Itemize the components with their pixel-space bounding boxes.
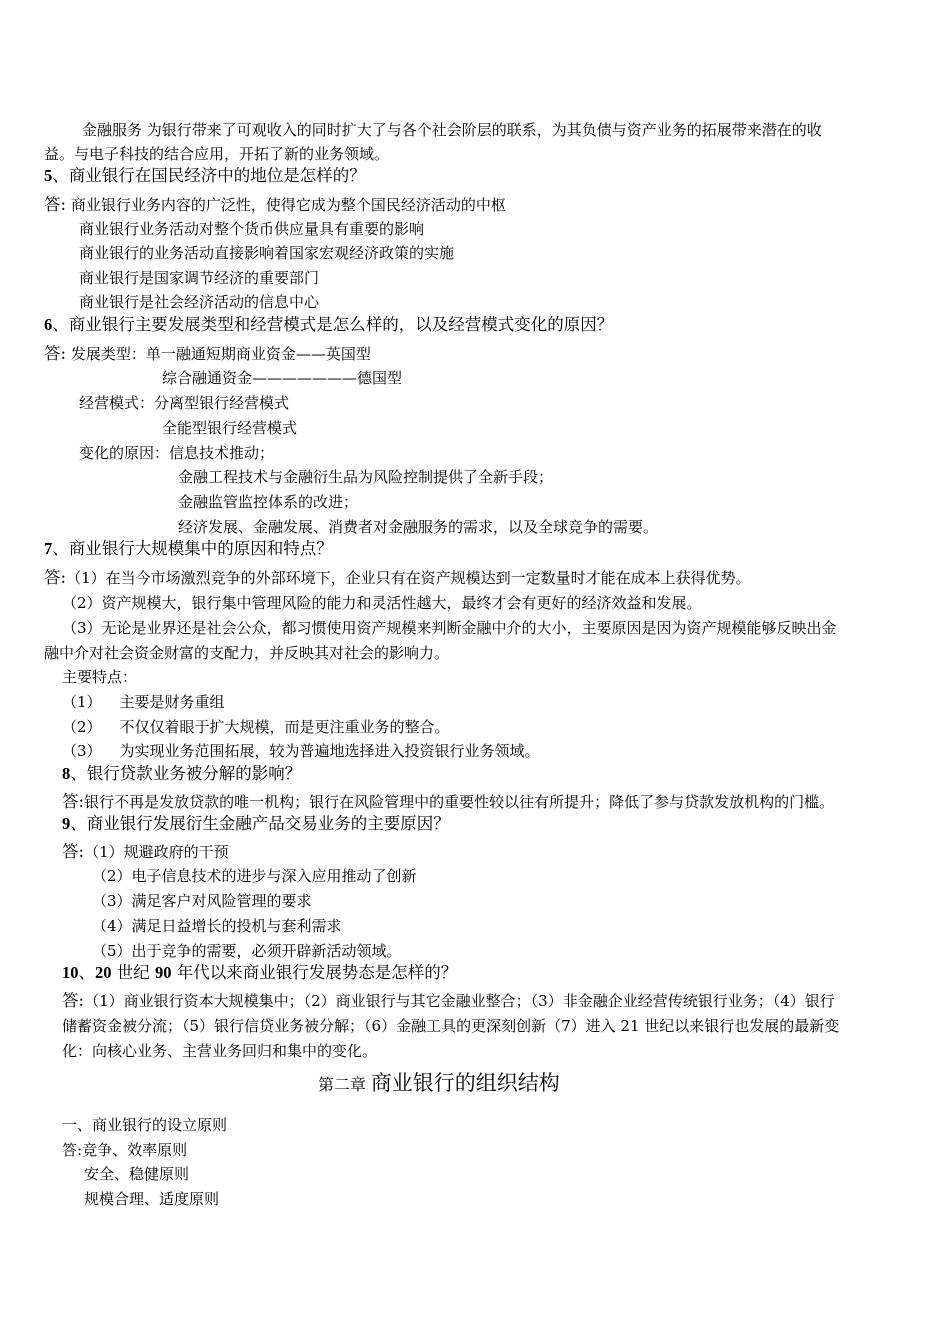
question-9-title: 、商业银行发展衍生金融产品交易业务的主要原因？ (70, 814, 450, 833)
answer-7-reason-2: （2）资产规模大，银行集中管理风险的能力和灵活性越大，最终才会有更好的经济效益和发展。 (62, 594, 702, 612)
answer-9-item: （1）规避政府的干预 (84, 843, 229, 861)
answer-label: 答: (44, 568, 67, 587)
answer-label: 答: (62, 792, 85, 811)
dev-type-label: 发展类型： (70, 345, 146, 363)
mode-item: 分离型银行经营模式 (154, 394, 290, 412)
question-10-heading (62, 962, 457, 984)
feature-number: （3） (62, 742, 102, 760)
chapter-title: 商业银行的组织结构 (370, 1071, 560, 1095)
dev-type-item: 单一融通短期商业资金——英国型 (145, 345, 371, 363)
answer-label: 答: (62, 1141, 83, 1159)
question-6-heading (44, 314, 613, 336)
feature-number: （1） (62, 693, 102, 711)
question-10-number: 10 (62, 963, 79, 982)
answer-5-item: 商业银行业务内容的广泛性，使得它成为整个国民经济活动的中枢 (70, 196, 506, 214)
reason-item: 信息技术推动； (169, 444, 275, 462)
section-heading: 一、商业银行的设立原则 (62, 1116, 228, 1134)
question-10-title: 20 (95, 963, 112, 982)
answer-5-item: 商业银行是社会经济活动的信息中心 (79, 293, 320, 311)
question-7-heading (44, 538, 333, 560)
dev-type-item: 综合融通资金———————德国型 (162, 369, 403, 387)
feature-text: 为实现业务范围拓展，较为普遍地选择进入投资银行业务领域。 (119, 742, 540, 760)
question-5-number: 5 (44, 166, 53, 185)
answer-8-text: 银行不再是发放贷款的唯一机构；银行在风险管理中的重要性较以往有所提升；降低了参与贷款发放机构的门槛。 (84, 793, 835, 811)
chapter-label: 第二章 (318, 1075, 367, 1094)
question-9-heading (62, 813, 450, 835)
principle-item: 规模合理、适度原则 (84, 1190, 220, 1208)
answer-8 (62, 792, 834, 812)
answer-7-reason-1 (44, 568, 751, 588)
intro-line-1: 金融服务 为银行带来了可观收入的同时扩大了与各个社会阶层的联系，为其负债与资产业务的拓展带来潜在的收 (82, 121, 822, 139)
answer-9-item: （2）电子信息技术的进步与深入应用推动了创新 (92, 867, 417, 885)
question-5-title: 、商业银行在国民经济中的地位是怎样的？ (52, 166, 366, 185)
features-label: 主要特点： (62, 668, 138, 686)
answer-6-mode (79, 393, 289, 413)
answer-7-reason-3a: （3）无论是业界还是社会公众，都习惯使用资产规模来判断金融中介的大小，主要原因是因为资产规模能够反映出金 (62, 619, 837, 637)
reason-item: 金融监管监控体系的改进； (178, 493, 359, 511)
answer-5 (44, 195, 506, 215)
answer-label: 答: (62, 991, 85, 1010)
answer-10-line-1 (62, 991, 835, 1011)
question-7-number: 7 (44, 539, 53, 558)
answer-6-dev (44, 344, 371, 364)
answer-9-item: （5）出于竞争的需要，必须开辟新活动领域。 (92, 942, 402, 960)
intro-line-2: 益。与电子科技的结合应用，开拓了新的业务领域。 (44, 145, 390, 163)
reason-label: 变化的原因： (79, 444, 170, 462)
principle-item: 竞争、效率原则 (82, 1141, 188, 1159)
answer-10-text: （1）商业银行资本大规模集中；（2）商业银行与其它金融业整合；（3）非金融企业经营传统银行业务；（4）银行 (84, 992, 835, 1010)
reason-item: 经济发展、金融发展、消费者对金融服务的需求，以及全球竞争的需要。 (178, 518, 659, 536)
answer-9-item: （4）满足日益增长的投机与套利需求 (92, 917, 342, 935)
question-8-heading (62, 763, 301, 785)
mode-label: 经营模式： (79, 394, 155, 412)
question-9-number: 9 (62, 814, 71, 833)
answer-10-line-3: 化：向核心业务、主营业务回归和集中的变化。 (62, 1042, 378, 1060)
feature-item (62, 741, 540, 761)
answer-10-line-2: 储蓄资金被分流；（5）银行信贷业务被分解；（6）金融工具的更深刻创新（7）进入 21 世纪以来银行也发展的最新变 (62, 1017, 840, 1035)
question-10-title: 、 (78, 963, 95, 982)
answer-label: 答: (44, 195, 67, 214)
answer-6-reason (79, 443, 274, 463)
mode-item: 全能型银行经营模式 (162, 419, 298, 437)
reason-text: （1）在当今市场激烈竞争的外部环境下，企业只有在资产规模达到一定数量时才能在成本上获得优势。 (66, 569, 751, 587)
question-10-title: 90 (155, 963, 172, 982)
question-10-title: 世纪 (111, 963, 155, 982)
answer-5-item: 商业银行业务活动对整个货币供应量具有重要的影响 (79, 220, 425, 238)
question-8-title: 、银行贷款业务被分解的影响？ (70, 764, 302, 783)
answer-9-item: （3）满足客户对风险管理的要求 (92, 892, 312, 910)
principle-item: 安全、稳健原则 (84, 1165, 190, 1183)
reason-item: 金融工程技术与金融衍生品为风险控制提供了全新手段； (178, 468, 554, 486)
answer-9 (62, 842, 229, 862)
question-6-number: 6 (44, 315, 53, 334)
question-7-title: 、商业银行大规模集中的原因和特点？ (52, 539, 333, 558)
section-answer (62, 1140, 187, 1160)
feature-text: 主要是财务重组 (119, 693, 225, 711)
answer-5-item: 商业银行的业务活动直接影响着国家宏观经济政策的实施 (79, 244, 455, 262)
answer-5-item: 商业银行是国家调节经济的重要部门 (79, 269, 320, 287)
question-10-title: 年代以来商业银行发展势态是怎样的？ (171, 963, 458, 982)
question-5-heading (44, 165, 366, 187)
chapter-heading (318, 1068, 560, 1100)
feature-number: （2） (62, 718, 102, 736)
question-8-number: 8 (62, 764, 71, 783)
question-6-title: 、商业银行主要发展类型和经营模式是怎么样的，以及经营模式变化的原因？ (52, 315, 614, 334)
answer-7-reason-3b: 融中介对社会资金财富的支配力，并反映其对社会的影响力。 (44, 644, 450, 662)
answer-label: 答: (62, 842, 85, 861)
feature-item (62, 717, 450, 737)
feature-text: 不仅仅着眼于扩大规模，而是更注重业务的整合。 (119, 718, 450, 736)
feature-item (62, 692, 225, 712)
answer-label: 答: (44, 344, 67, 363)
